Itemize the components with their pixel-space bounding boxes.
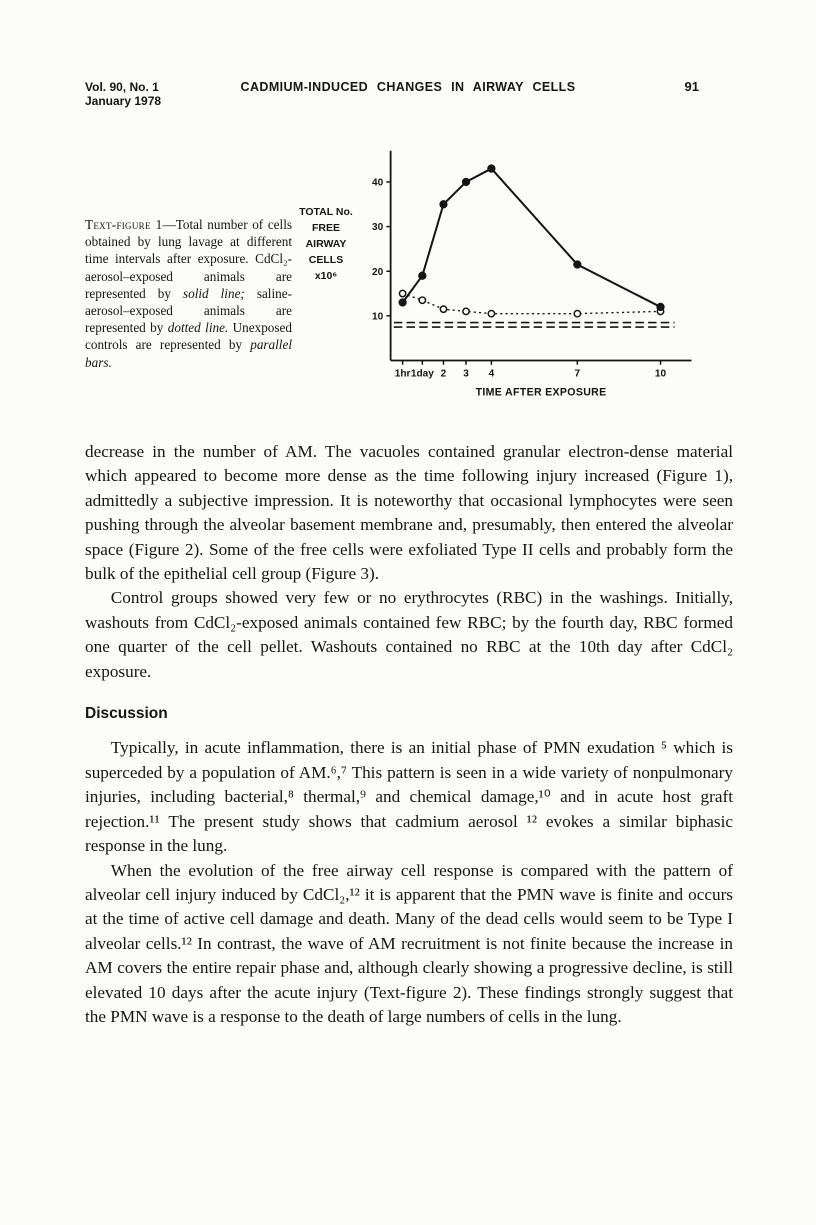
saline-data-point bbox=[488, 310, 494, 316]
y-tick-label: 30 bbox=[372, 222, 384, 234]
article-body bbox=[85, 440, 733, 1029]
y-axis-label-line: FREE AIRWAY bbox=[305, 222, 347, 250]
y-tick-label: 10 bbox=[372, 311, 384, 323]
body-paragraph: When the evolution of the free airway cell response is compared with the pattern of alveolar cell injury induced by CdCl₂,¹² it is apparent that the PMN wave is finite and occurs at the time of active cell damage and death. Many of the dead cells would seem to be Type I alveolar cells.¹² In contrast, the wave of AM recruitment is not finite because the increase in AM covers the entire repair phase and, although clearly showing a progressive decline, is still elevated 10 days after the acute injury (Text-figure 2). These findings strongly suggest that the PMN wave is a response to the death of large numbers of cells in the lung. bbox=[85, 860, 733, 1026]
caption-segment: Text-figure 1 bbox=[85, 217, 163, 232]
caption-segment: saline-aerosol–exposed animals are represented by bbox=[85, 285, 292, 336]
x-tick-label: 7 bbox=[574, 368, 581, 380]
x-tick-label: 4 bbox=[488, 368, 495, 380]
cdcl2-data-point bbox=[440, 201, 447, 208]
body-paragraph: decrease in the number of AM. The vacuoles contained granular electron-dense material which appeared to become more dense as the time following injury increased (Figure 1), admittedly a subjective impression. It is noteworthy that occasional lymphocytes were seen pushing through the alveolar basement membrane and, presumably, then entered the alveolar space (Figure 2). Some of the free cells were exfoliated Type II cells and probably form the bulk of the epithelial cell group (Figure 3). bbox=[85, 442, 733, 584]
saline-data-point bbox=[463, 308, 469, 314]
y-axis-label-line: x10⁶ bbox=[314, 270, 338, 282]
cdcl2-data-point bbox=[574, 261, 581, 268]
saline-data-point bbox=[440, 306, 446, 312]
body-paragraph: Control groups showed very few or no erythrocytes (RBC) in the washings. Initially, washouts from CdCl₂-exposed animals contained few RBC; by the fourth day, RBC formed one quarter of the cell pellet. Washouts contained no RBC at the 10th day after CdCl₂ exposure. bbox=[85, 588, 733, 681]
body-paragraph: Typically, in acute inflammation, there is an initial phase of PMN exudation ⁵ which is superceded by a population of AM.⁶,⁷ This pattern is seen in a wide variety of nonpulmonary injuries, including bacterial,⁸ thermal,⁹ and chemical damage,¹⁰ and in acute host graft rejection.¹¹ The present study shows that cadmium aerosol ¹² evokes a similar biphasic response in the lung. bbox=[85, 738, 733, 856]
x-tick-label: 3 bbox=[463, 368, 469, 380]
y-axis-label-line: CELLS bbox=[308, 254, 344, 266]
cdcl2-data-point bbox=[657, 303, 664, 310]
saline-data-point bbox=[399, 290, 405, 296]
discussion-heading: Discussion bbox=[85, 705, 168, 723]
saline-data-point bbox=[574, 310, 580, 316]
text-figure-1 bbox=[85, 138, 731, 413]
caption-segment: dotted line. bbox=[167, 320, 229, 336]
issue-date-line: January 1978 bbox=[85, 94, 162, 108]
running-title: CADMIUM-INDUCED CHANGES IN AIRWAY CELLS bbox=[240, 80, 576, 94]
caption-segment: —Total number of cells obtained by lung lavage at different time intervals after exposure. CdCl₂-aerosol–exposed animals are represented by bbox=[85, 217, 292, 301]
figure-caption bbox=[85, 216, 292, 371]
x-axis-title: TIME AFTER EXPOSURE bbox=[475, 386, 607, 399]
caption-segment: Unexposed controls are represented by bbox=[85, 320, 292, 353]
x-tick-label: 1hr bbox=[394, 368, 411, 380]
caption-segment: parallel bars. bbox=[85, 337, 292, 370]
caption-segment: solid line; bbox=[182, 285, 245, 301]
cdcl2-data-point bbox=[419, 272, 426, 279]
volume-line: Vol. 90, No. 1 bbox=[85, 80, 159, 94]
y-tick-label: 40 bbox=[372, 177, 384, 189]
saline-data-point bbox=[419, 297, 425, 303]
x-tick-label: 1day bbox=[410, 368, 434, 380]
x-tick-label: 10 bbox=[654, 368, 667, 380]
line-chart bbox=[341, 138, 703, 405]
y-tick-label: 20 bbox=[372, 266, 384, 278]
page-number: 91 bbox=[684, 79, 699, 94]
y-axis-label-line: TOTAL No. bbox=[299, 206, 353, 218]
cdcl2-data-point bbox=[399, 299, 406, 306]
x-tick-label: 2 bbox=[440, 368, 447, 380]
cdcl2-data-point bbox=[488, 165, 495, 172]
cdcl2-series-line bbox=[403, 169, 661, 307]
cdcl2-data-point bbox=[462, 178, 469, 185]
